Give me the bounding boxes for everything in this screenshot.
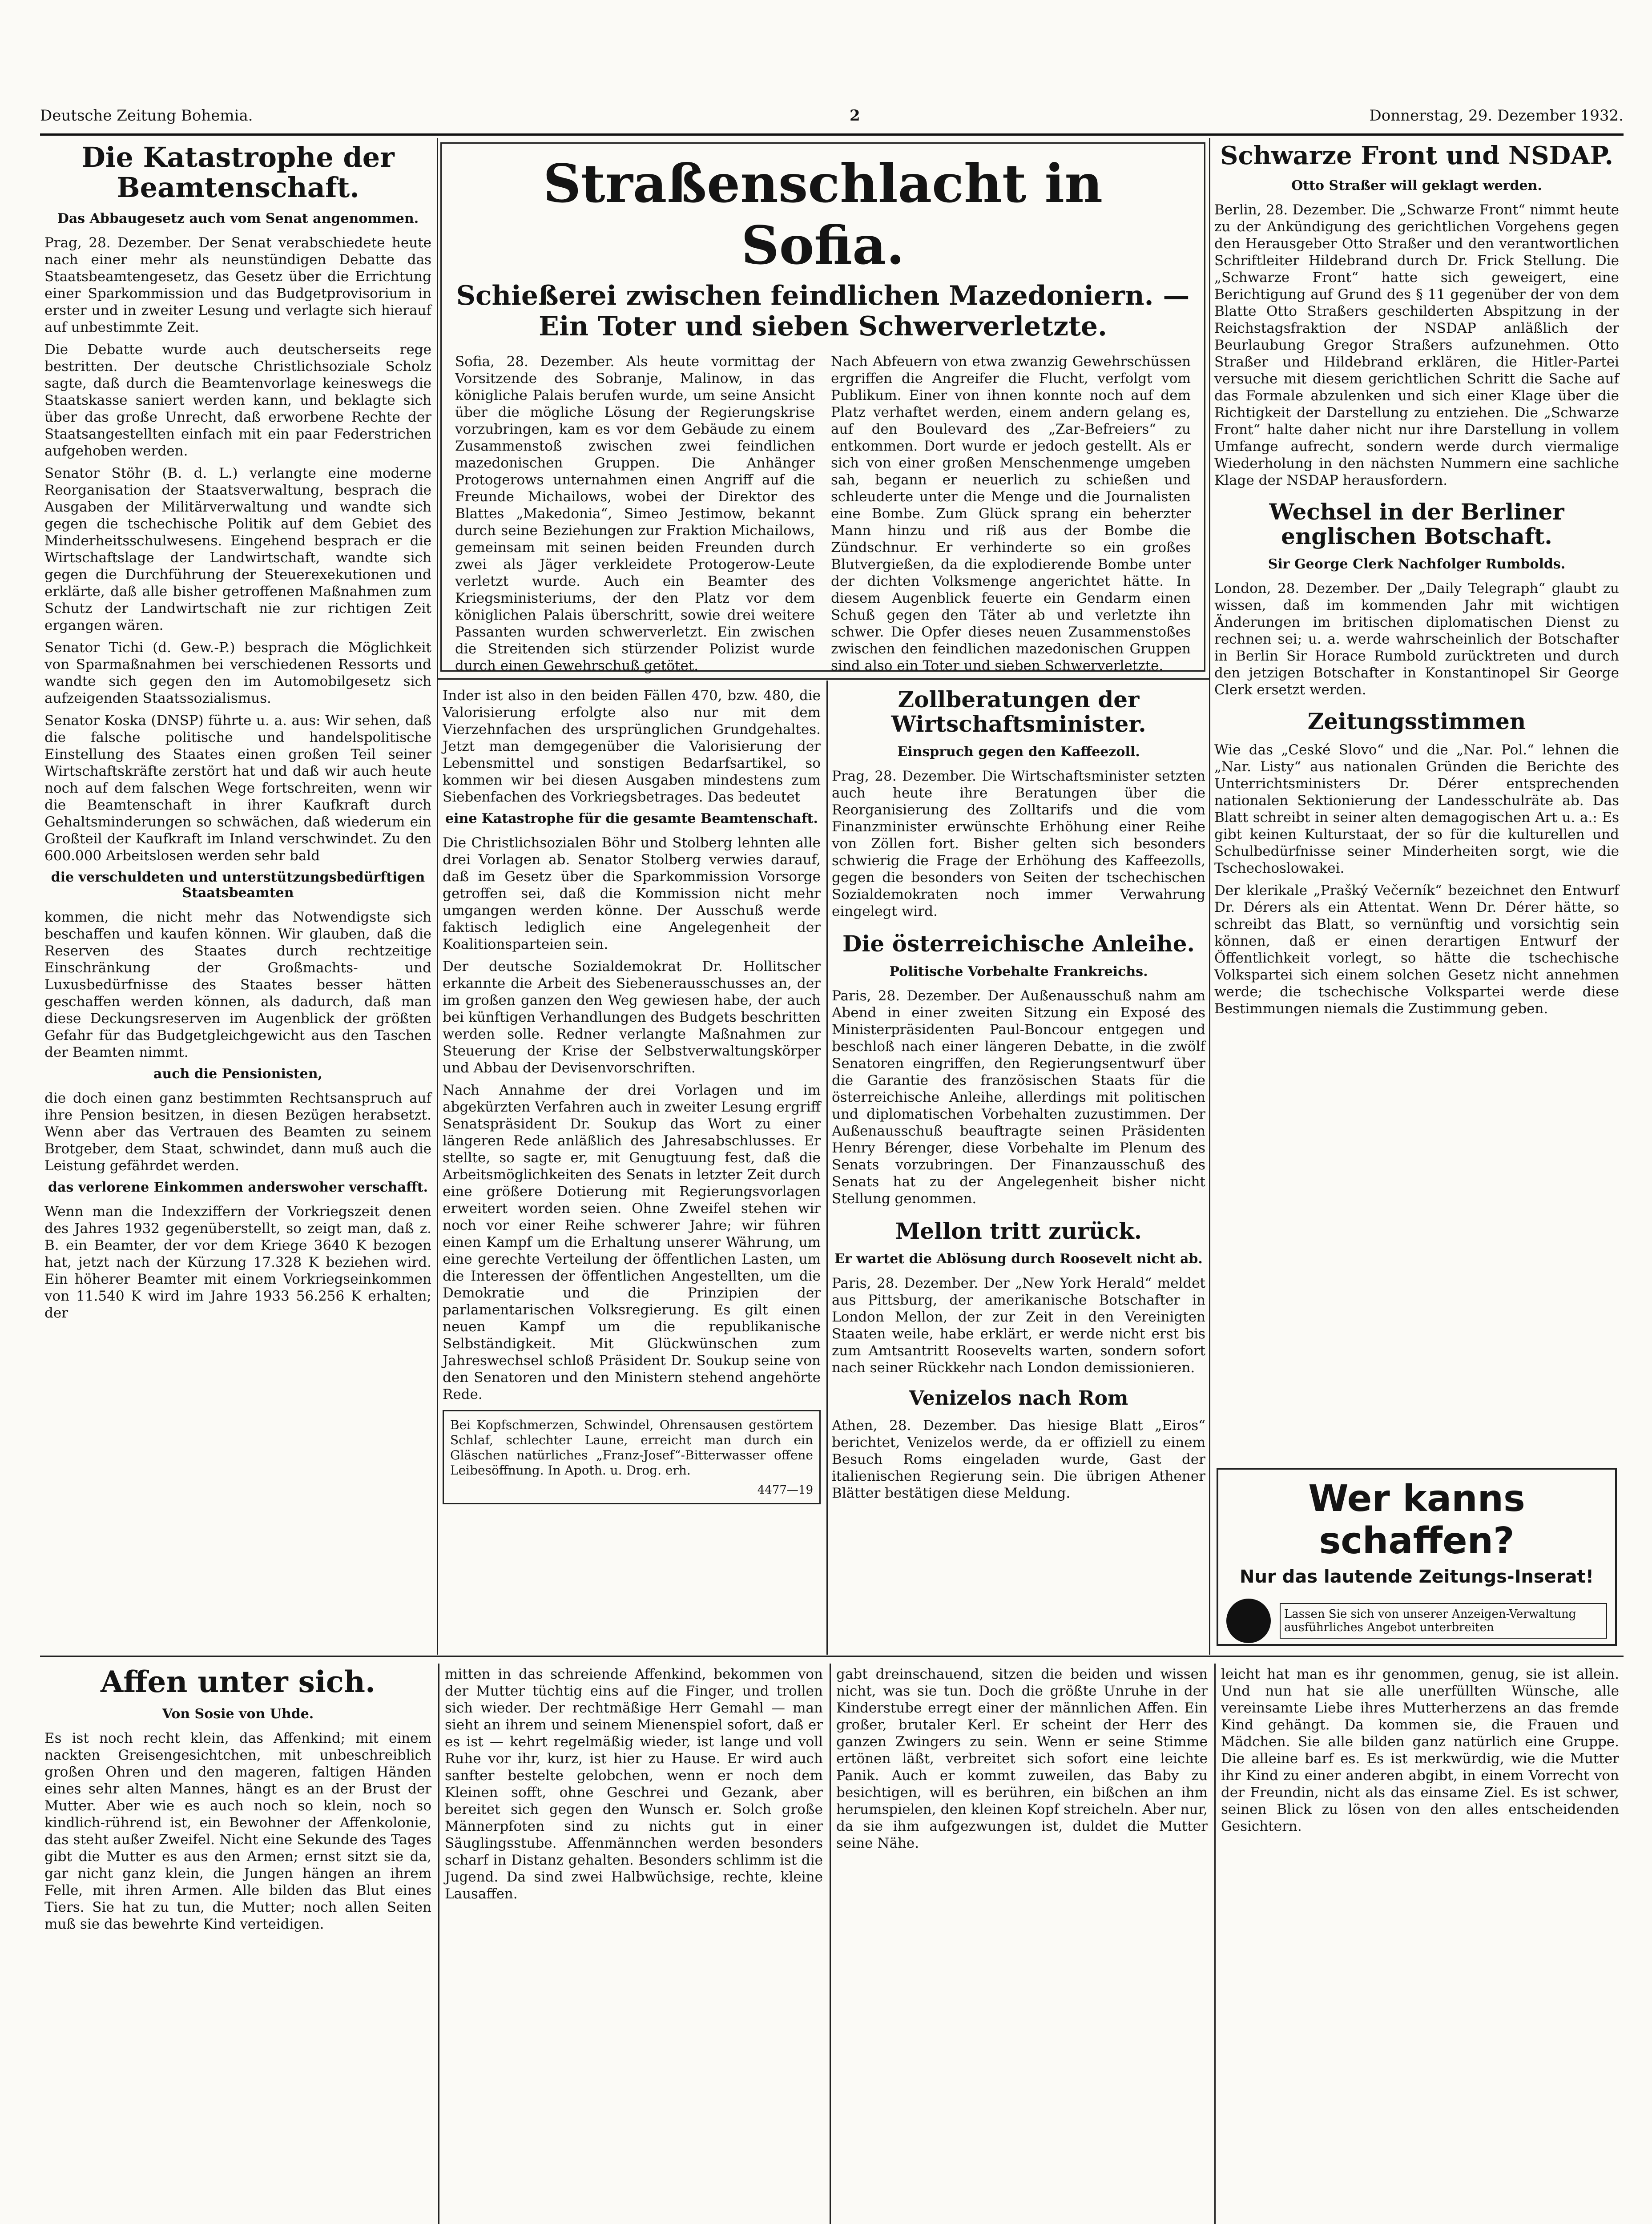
paragraph: Senator Stöhr (B. d. L.) verlangte eine moderne Reorganisation der Staatsverwaltung, besprach die Ausgaben der Militärverwaltung und wandte sich gegen die tschechische Politik auf dem Gebiet des Minderheitsschulwesens. Eingehend besprach er die Wirtschaftslage der Landwirtschaft, wandte sich gegen die Durchführung der Steuerexekutionen und erklärte, daß alle bisher getroffenen Maßnahmen zum Schutz der Landwirtschaft nie zur richtigen Zeit ergangen wären. [44, 465, 431, 634]
advertisement [1217, 1468, 1617, 1646]
masthead-rule [40, 133, 1624, 136]
article-subtitle: Politische Vorbehalte Frankreichs. [889, 964, 1148, 979]
subheading: eine Katastrophe für die gesamte Beamtenschaft. [445, 811, 818, 826]
news-column [1214, 142, 1619, 1023]
article-subtitle: Er wartet die Ablösung durch Roosevelt nicht ab. [834, 1251, 1203, 1267]
column-divider [1214, 1664, 1216, 2224]
article-title: Die österreichische Anleihe. [842, 931, 1195, 957]
column-divider [826, 681, 828, 1655]
paragraph: Sofia, 28. Dezember. Als heute vormittag der Vorsitzende des Sobranje, Malinow, in das königliche Palais berufen wurde, um seine Ansicht über die mögliche Lösung der Regierungskrise vorzubringen, kam es vor dem Gebäude zu einem Zusammenstoß zwischen zwei feindlichen mazedonischen Gruppen. Die Anhänger Protogerows unternahmen einen Angriff auf die Freunde Michailows, wobei der Direktor des Blattes „Makedonia“, Simeo Jestimow, bekannt durch seine Beziehungen zur Fraktion Michailows, gemeinsam mit seinen beiden Freunden durch zwei als Jäger verkleidete Protogerow-Leute verletzt wurde. Auch ein Beamter des Kriegsministeriums, der den Platz vor dem königlichen Palais überschritt, sowie drei weitere Passanten wurden schwerverletzt. Ein zwischen die Streitenden sich stürzender Polizist wurde durch einen Gewehrschuß getötet. [455, 354, 815, 674]
paragraph: Inder ist also in den beiden Fällen 470, bzw. 480, die Valorisierung erfolgte also nur mit dem Vierzehnfachen des ursprünglichen Grundgehaltes. Jetzt man demgegenüber die Valorisierung der Lebensmittel und sonstigen Bedarfsartikel, so kommen wir bei diesen Ausgaben mindestens zum Siebenfachen des Vorkriegsbetrages. Das bedeutet [443, 688, 821, 805]
subheading: das verlorene Einkommen anderswoher verschafft. [48, 1180, 428, 1196]
feuilleton-column [836, 1666, 1208, 1857]
paragraph: Wenn man die Indexziffern der Vorkriegszeit denen des Jahres 1932 gegenüberstellt, so zeigt man, daß z. B. ein Beamter, der vor dem Kriege 3640 K bezogen hat, jetzt nach der Kürzung 17.328 K beziehen wird. Ein höherer Beamter mit einem Vorkriegseinkommen von 11.540 K wird im Jahre 1933 56.256 K erhalten; der [44, 1204, 431, 1322]
paragraph: Der klerikale „Prašký Večerník“ bezeichnet den Entwurf Dr. Dérers als ein Attentat. Wenn Dr. Dérer hätte, so schreibt das Blatt, so vernünftig und vorsichtig sein können, daß er einen derartigen Entwurf der Öffentlichkeit vorlegt, so hätte die tschechische Volkspartei sich einem solchen Gesetz nicht annehmen werde; die tschechische Volkspartei werde diese Bestimmungen niemals die Zustimmung geben. [1214, 882, 1619, 1017]
article-subtitle: Otto Straßer will geklagt werden. [1291, 177, 1542, 193]
ad-note: Lassen Sie sich von unserer Anzeigen-Verwaltung ausführliches Angebot unterbreiten [1280, 1603, 1607, 1639]
logo-icon [1226, 1599, 1271, 1643]
paragraph: Athen, 28. Dezember. Das hiesige Blatt „Eiros“ berichtet, Venizelos werde, da er offiziell zu einem Besuch Roms eingeladen wurde, Gast der italienischen Regierung sein. Die übrigen Athener Blätter bestätigen diese Meldung. [832, 1418, 1205, 1502]
paragraph: Der deutsche Sozialdemokrat Dr. Hollitscher erkannte die Arbeit des Siebenerausschusses an, der im großen ganzen den Weg gewiesen habe, der auch bei künftigen Verhandlungen des Budgets beschritten werden solle. Redner verlangte Maßnahmen zur Steuerung der Krise der Selbstverwaltungskörper und Abbau der Devisenvorschriften. [443, 959, 821, 1076]
paragraph: mitten in das schreiende Affenkind, bekommen von der Mutter tüchtig eins auf die Finger, und trollen sich wieder. Der rechtmäßige Herr Gemahl — man sieht an ihrem und seinem Mienenspiel sofort, daß er es ist — kehrt regelmäßig wieder, ist lange und voll Ruhe vor ihr, kurz, ist hier zu Hause. Er wird auch sanfter bestelte gelobchen, wenn er noch dem Kleinen sofft, ohne Geschrei und Gezank, aber bereitet sich gegen den Wunsch er. Solch große Männerpfoten sind zu nichts gut in einer Säuglingsstube. Affenmännchen werden besonders scharf in Distanz gehalten. Besonders schlimm ist die Jugend. Da sind zwei Halbwüchsige, rechte, kleine Lausaffen. [445, 1666, 823, 1902]
paragraph: die doch einen ganz bestimmten Rechtsanspruch auf ihre Pension besitzen, in diesen Bezügen herabsetzt. Wenn aber das Vertrauen des Beamten zu seinem Brotgeber, dem Staat, schwindet, dann muß auch die Leistung gefährdet werden. [44, 1090, 431, 1174]
article-title: Wechsel in der Berliner englischen Botschaft. [1269, 498, 1564, 549]
column-divider [437, 138, 438, 1655]
article-subtitle: Das Abbaugesetz auch vom Senat angenommen. [57, 211, 419, 227]
article-title: Venizelos nach Rom [909, 1387, 1128, 1410]
article-title: Straßenschlacht in Sofia. [543, 153, 1103, 276]
article-continuation [443, 687, 821, 1504]
paragraph: Paris, 28. Dezember. Der „New York Herald“ meldet aus Pittsburg, der amerikanische Botschafter in London Mellon, der zur Zeit in den Vereinigten Staaten weile, habe erklärt, er werde nicht erst bis zum Amtsantritt Roosevelts warten, sondern sofort nach seiner Rückkehr nach London demissionieren. [832, 1275, 1205, 1376]
article-title: Die Katastrophe der Beamtenschaft. [81, 141, 395, 204]
feuilleton-column [44, 1666, 431, 1938]
article-subtitle: Sir George Clerk Nachfolger Rumbolds. [1268, 556, 1566, 572]
issue-date: Donnerstag, 29. Dezember 1932. [1369, 107, 1624, 125]
advertisement [443, 1410, 821, 1504]
paragraph: London, 28. Dezember. Der „Daily Telegraph“ glaubt zu wissen, daß im kommenden Jahr mit wichtigen Änderungen im britischen diplomatischen Dienst zu rechnen sei; u. a. werde wahrscheinlich der Botschafter in Berlin Sir Horace Rumbold zurücktreten und durch den jetzigen Botschafter in Konstantinopel Sir George Clerk ersetzt werden. [1214, 580, 1619, 698]
paragraph: Senator Tichi (d. Gew.-P.) besprach die Möglichkeit von Sparmaßnahmen bei verschiedenen Ressorts und wandte sich gegen den im Automobilgesetz sich aufzeigenden Staatssozialismus. [44, 640, 431, 707]
paragraph: Paris, 28. Dezember. Der Außenausschuß nahm am Abend in einer zweiten Sitzung ein Exposé des Ministerpräsidenten Paul-Boncour entgegen und beschloß nach einer längeren Debatte, in die zwölf Senatoren eingriffen, den Regierungsentwurf über die Garantie des französischen Staats für die österreichische Anleihe, allerdings mit politischen und diplomatischen Vorbehalten zuzustimmen. Der Außenausschuß beauftragte seinen Präsidenten Henry Bérenger, diese Vorbehalte im Plenum des Senats vorzubringen. Der Finanzausschuß des Senats hat zu der Angelegenheit bisher nicht Stellung genommen. [832, 988, 1205, 1207]
column-divider [1209, 138, 1210, 1655]
paragraph: Prag, 28. Dezember. Die Wirtschaftsminister setzten auch heute ihre Beratungen über die Reorganisierung des Zolltarifs und die vom Finanzminister erwünschte Erhöhung einer Reihe von Zöllen fort. Bisher gelten sich besonders schwierig die Frage der Erhöhung des Kaffeezolls, gegen die besonders von Seiten der tschechischen Sozialdemokraten noch immer Verwahrung eingelegt wird. [832, 768, 1205, 919]
paragraph: Es ist noch recht klein, das Affenkind; mit einem nackten Greisengesichtchen, mit unbeschreiblich großen Ohren und den mageren, faltigen Händen eines sehr alten Mannes, hängt es an der Brust der Mutter. Aber wie es auch noch so klein, noch so kindlich-rührend ist, ein Bewohner der Affenkolonie, das steht außer Zweifel. Nicht eine Sekunde des Tages gibt die Mutter es aus den Armen; ernst sitzt sie da, gar nicht ganz klein, die Jungen hängen an ihrem Felle, mit ihren Armen. Alle bilden das Blut eines Tiers. Sie hat zu tun, die Mutter; noch allen Seiten muß sie das bewehrte Kind verteidigen. [44, 1730, 431, 1932]
paragraph: leicht hat man es ihr genommen, genug, sie ist allein. Und nun hat sie alle unerfüllten Wünsche, alle vereinsamte Liebe ihres Mutterherzens an das fremde Kind gehängt. Da kommen sie, die Frauen und Mädchen. Sie alle bilden ganz natürlich eine Gruppe. Die alleine barf es. Es ist merkwürdig, wie die Mutter ihr Kind zu einer anderen abgibt, in einem Vorrecht von der Freundin, nicht als das einsame Ziel. Es ist schwer, seinen Blick zu lösen von den alles entscheidenden Gesichtern. [1221, 1666, 1619, 1834]
feuilleton-column [1221, 1666, 1619, 1840]
paragraph: Die Christlichsozialen Böhr und Stolberg lehnten alle drei Vorlagen ab. Senator Stolberg verwies darauf, daß im Gesetz über die Sparkommission Vorsorge getroffen sei, daß die Kommission nicht mehr umgangen werden könne. Der Ausschuß werde faktisch lediglich eine Angelegenheit der Koalitionsparteien sein. [443, 835, 821, 952]
feuilleton-column [445, 1666, 823, 1908]
paper-name: Deutsche Zeitung Bohemia. [40, 107, 253, 125]
paragraph: kommen, die nicht mehr das Notwendigste sich beschaffen und kaufen können. Wir glauben, daß die Reserven des Staates durch rechtzeitige Einschränkung der Großmachts- und Luxusbedürfnisse des Staates besser hätten geschaffen werden können, als dadurch, daß man diese Deckungsreserven im Augenblick der größten Gefahr für das Budgetgleichgewicht aus den Taschen der Beamten nimmt. [44, 909, 431, 1061]
article-deck: Schießerei zwischen feindlichen Mazedoniern. — Ein Toter und sieben Schwerverletzte. [456, 280, 1190, 342]
page-number: 2 [850, 107, 860, 125]
paragraph: Nach Annahme der drei Vorlagen und im abgekürzten Verfahren auch in zweiter Lesung ergriff Senatspräsident Dr. Soukup das Wort zu einer längeren Rede anläßlich des Jahresabschlusses. Er stellte, so sagte er, mit Genugtuung fest, daß die Arbeitsmöglichkeiten des Senats in letzter Zeit durch eine größere Dotierung mit Regierungsvorlagen erweitert worden seien. Ohne Zweifel stehen wir noch vor einer Reihe schwerer Jahre; wir führen einen Kampf um die Erhaltung unserer Währung, um eine gerechte Verteilung der öffentlichen Lasten, um die Interessen der öffentlichen Angestellten, um die Demokratie und die Prinzipien der parlamentarischen Volksregierung. Es gilt einen neuen Kampf um die republikanische Selbständigkeit. Mit Glückwünschen zum Jahreswechsel schloß Präsident Dr. Soukup seine von den Senatoren und den Ministern stehend angehörte Rede. [443, 1082, 821, 1402]
paragraph: Berlin, 28. Dezember. Die „Schwarze Front“ nimmt heute zu der Ankündigung des gerichtlichen Vorgehens gegen den Herausgeber Otto Straßer und den verantwortlichen Schriftleiter Hildebrand durch Dr. Frick Stellung. Die „Schwarze Front“ hatte sich geweigert, eine Berichtigung auf Grund des § 11 gegenüber der von dem Blatte Otto Straßers geschilderten Abspitzung in der Reichstagsfraktion der NSDAP anläßlich der Beurlaubung Gregor Straßers aufzunehmen. Otto Straßer und Hildebrand erklären, die Hitler-Partei versuche mit diesem gerichtlichen Schritt die Sache auf das Formale abzulenken und sich einer Klage über die Richtigkeit der Darstellung zu entziehen. Die „Schwarze Front“ halte daher nicht nur ihre Darstellung in vollem Umfange aufrecht, sondern werde durch viermalige Wiederholung in den nächsten Nummern eine sachliche Klage der NSDAP herausfordern. [1214, 201, 1619, 488]
paragraph: Nach Abfeuern von etwa zwanzig Gewehrschüssen ergriffen die Angreifer die Flucht, verfolgt vom Publikum. Einer von ihnen konnte noch auf dem Platz verhaftet werden, einem andern gelang es, auf den Boulevard des „Zar-Befreiers“ zu entkommen. Dort wurde er jedoch gestellt. Als er sich von einer großen Menschenmenge umgeben sah, begann er neuerlich zu schießen und schleuderte unter die Menge und die Journalisten eine Bombe. Zum Glück sprang ein beherzter Mann hinzu und riß aus der Bombe die Zündschnur. Er verhinderte so ein großes Blutvergießen, da die explodierende Bombe unter der dichten Volksmenge angerichtet hätte. In diesem Augenblick feuerte ein Gendarm einen Schuß gegen den Täter ab und verletzte ihn schwer. Die Opfer dieses neuen Zusammenstoßes zwischen den feindlichen mazedonischen Gruppen sind also ein Toter und sieben Schwerverletzte. [831, 354, 1191, 674]
article-subtitle: Einspruch gegen den Kaffeezoll. [897, 744, 1140, 760]
paragraph: Senator Koska (DNSP) führte u. a. aus: Wir sehen, daß die falsche politische und handelspolitische Einstellung des Staates einen großen Teil seiner Wirtschaftskräfte zerstört hat und daß wir auch heute noch auf dem falschen Wege fortschreiten, wenn wir die Beamtenschaft in ihrer Kaufkraft durch Gehaltsminderungen so schwächen, daß wiederum ein Großteil der Kaufkraft im Inland verschwindet. Zu den 600.000 Arbeitslosen werden sehr bald [44, 713, 431, 864]
column-divider [438, 1664, 439, 2224]
paragraph: Die Debatte wurde auch deutscherseits rege bestritten. Der deutsche Christlichsoziale Scholz sagte, daß durch die Beamtenvorlage keineswegs die Staatskasse saniert werden kann, und beklagte sich über das große Unrecht, daß erworbene Rechte der Staatsangestellten einfach mit ein paar Federstrichen aufgehoben werden. [44, 342, 431, 459]
article-beamtenschaft [44, 142, 431, 1327]
subheading: die verschuldeten und unterstützungsbedürftigen Staatsbeamten [51, 870, 425, 901]
ad-subtitle: Nur das lautende Zeitungs-Inserat! [1240, 1567, 1594, 1587]
feuilleton-title: Affen unter sich. [101, 1664, 375, 1699]
masthead [40, 107, 1624, 133]
feuilleton-author: Von Sosie von Uhde. [162, 1706, 314, 1722]
ad-text: Bei Kopfschmerzen, Schwindel, Ohrensausen gestörtem Schlaf, schlechter Laune, erreicht man durch ein Gläschen natürliches „Franz-Josef“-Bitterwasser offene Leibesöffnung. In Apoth. u. Drog. erh. [450, 1418, 813, 1478]
column-divider [830, 1664, 831, 2224]
subheading: auch die Pensionisten, [153, 1066, 322, 1082]
article-title: Zollberatungen der Wirtschaftsminister. [891, 686, 1146, 737]
paragraph: gabt dreinschauend, sitzen die beiden und wissen nicht, was sie tun. Doch die größte Unruhe in der Kinderstube erregt einer der männlichen Affen. Ein großer, brutaler Kerl. Er scheint der Herr des ganzen Zwingers zu sein. Wenn er seine Stimme ertönen läßt, verbreitet sich sofort eine leichte Panik. Auch er kommt zuweilen, das Baby zu besichtigen, will es berühren, ein bißchen an ihm herumspielen, den kleinen Kopf streicheln. Aber nur, da sie ihm aufgezwungen ist, duldet die Mutter seine Nähe. [836, 1666, 1208, 1851]
ad-code: 4477—19 [757, 1483, 813, 1497]
article-title: Schwarze Front und NSDAP. [1220, 141, 1613, 170]
article-title: Mellon tritt zurück. [895, 1218, 1142, 1244]
ad-title: Wer kanns schaffen? [1308, 1478, 1525, 1562]
article-title: Zeitungsstimmen [1307, 708, 1526, 734]
article-sofia [440, 142, 1205, 672]
news-column [832, 687, 1205, 1507]
paragraph: Wie das „Ceské Slovo“ und die „Nar. Pol.“ lehnen die „Nar. Listy“ aus nationalen Gründen die Berichte des Unterrichtsministers Dr. Dérer entsprechenden nationalen Sektionierung der Landesschulräte ab. Das Blatt schreibt in seiner alten demagogischen Art u. a.: Es gibt keinen Kulturstaat, der so für die kulturellen und Schulbedürfnisse seiner Minderheiten sorgt, wie die Tschechoslowakei. [1214, 741, 1619, 876]
section-divider [40, 1656, 1624, 1657]
paragraph: Prag, 28. Dezember. Der Senat verabschiedete heute nach einer mehr als neunstündigen Debatte das Staatsbeamtengesetz, das Gesetz über die Errichtung einer Sparkommission und das Budgetprovisorium in erster und in zweiter Lesung und verlagte sich hierauf auf unbestimmte Zeit. [44, 235, 431, 336]
